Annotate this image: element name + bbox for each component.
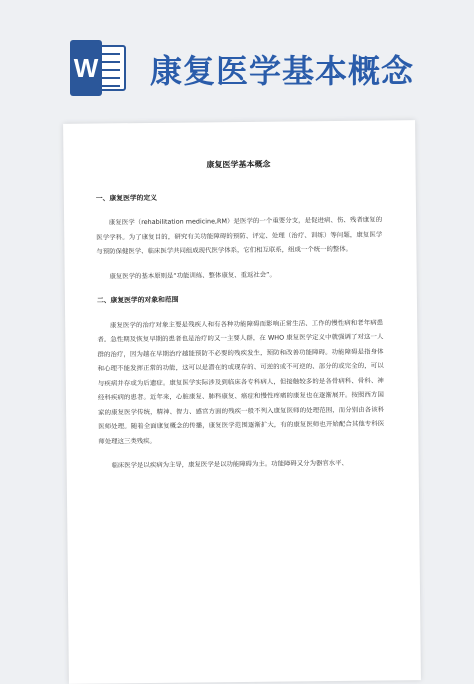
word-document-icon	[70, 40, 128, 96]
paragraph: 临床医学是以疾病为主导，康复医学是以功能障碍为主。功能障碍又分为器官水平、	[111, 458, 348, 470]
section-heading: 二、康复医学的对象和范围	[96, 295, 179, 305]
document-body	[95, 157, 384, 483]
page-header	[0, 0, 474, 125]
document-title: 康复医学基本概念	[206, 159, 271, 170]
word-badge: W	[70, 40, 102, 96]
section-heading: 一、康复医学的定义	[95, 193, 158, 203]
document-page	[63, 120, 421, 684]
header-title: 康复医学基本概念	[150, 52, 415, 90]
paragraph: 康复医学（rehabilitation medicine,RM）是医学的一个重要分支，是促进病、伤、残者康复的医学学科。为了康复目的，研究有关功能障碍的预防、评定、处理（治疗、训练）等问题，康复医学与预防保健医学、临床医学共同组成现代医学体系，它们相互联系，组成一个统一的整体。	[96, 215, 383, 256]
paragraph: 康复医学的基本原则是“功能训练、整体康复、重返社会”。	[109, 270, 276, 280]
paragraph: 康复医学的治疗对象主要是残疾人和有各种功能障碍而影响正常生活、工作的慢性病和老年病患者。急性期及恢复早期的患者也是治疗的又一主要人群，在 WHO 康复医学定义中就强调了对这一人群的治疗，因为越在早期治疗越能预防不必要的残疾发生，预防和改善功能障碍。功能障碍是指身体和心理不能发挥正常的功能，这可以是潜在的或现存的、可逆的或不可逆的、部分的或完全的，可以与疾病并存或为后遗症。康复医学实际涉及到临床各专科病人，但接触较多的是各骨病科、骨科、神经科疾病的患者。近年来，心脏康复、肺科康复、癌症和慢性疼痛的康复也在逐渐展开。按照西方国家的康复医学传统，精神、智力、感官方面的残疾一般不列入康复医师的处理范围，而分别由各该科医师处理。随着全面康复概念的传播，康复医学范围逐渐扩大，有的康复医师也开始配合其他专科医师处理这三类残疾。	[97, 318, 385, 446]
